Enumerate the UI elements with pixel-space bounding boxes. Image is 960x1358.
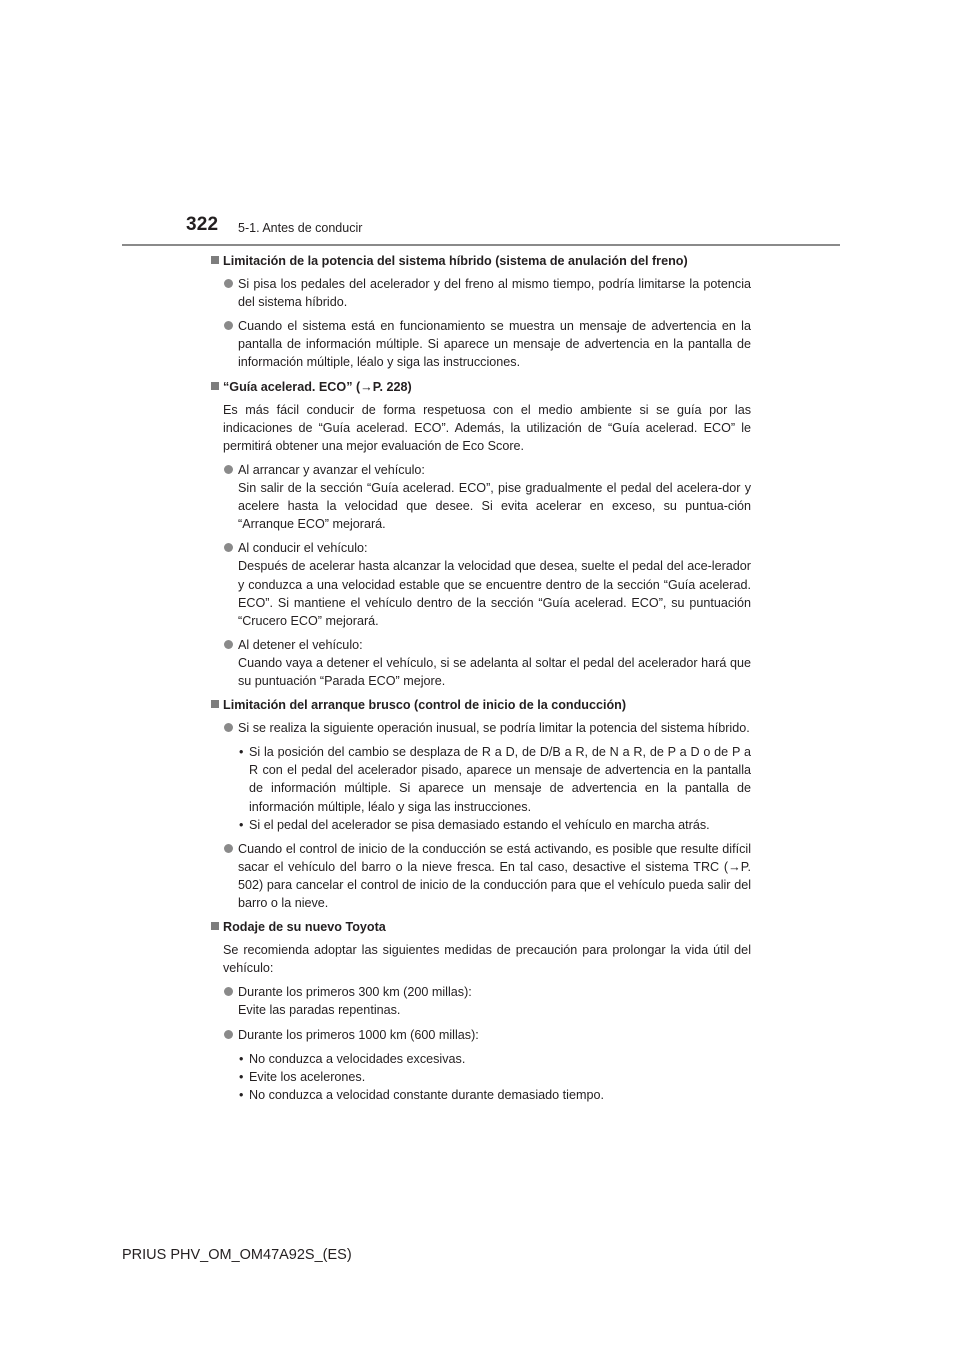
sub-list [211, 743, 751, 833]
bullet-text: Al detener el vehículo: [238, 637, 363, 652]
circle-bullet-icon [224, 543, 233, 552]
sub-list-item [211, 1068, 751, 1086]
square-bullet-icon [211, 700, 219, 708]
circle-bullet-icon [224, 279, 233, 288]
square-bullet-icon [211, 382, 219, 390]
section-intro: Se recomienda adoptar las siguientes medidas de precaución para prolongar la vida útil del vehículo: [223, 943, 751, 976]
square-bullet-icon [211, 256, 219, 264]
bullet-item [211, 983, 751, 1019]
sub-item-text: No conduzca a velocidades excesivas. [249, 1051, 466, 1066]
section-intro: Es más fácil conducir de forma respetuosa con el medio ambiente si se guía por las indicaciones de “Guía acelerad. ECO”. Además, la utilización de “Guía acelerad. ECO” le permitirá obtener una mejor evaluación de Eco Score. [223, 402, 751, 453]
section-title [211, 252, 751, 270]
section-heading: 5-1. Antes de conducir [238, 221, 363, 235]
bullet-text: Cuando el control de inicio de la conducción se está activando, es posible que resulte difícil sacar el vehículo del barro o la nieve fresca. En tal caso, desactive el sistema TRC (→P. 502) para cancelar el control de inicio de la conducción para que el vehículo pueda salir del barro o la nieve. [238, 841, 751, 910]
manual-content [211, 252, 751, 1110]
bullet-item [211, 840, 751, 912]
bullet-text: Si se realiza la siguiente operación inusual, se podría limitar la potencia del sistema híbrido. [238, 721, 750, 736]
bullet-item [211, 317, 751, 371]
manual-section [211, 696, 751, 912]
bullet-text: Si pisa los pedales del acelerador y del freno al mismo tiempo, podría limitarse la potencia del sistema híbrido. [238, 277, 751, 310]
dot-mark-icon: • [239, 1051, 244, 1066]
circle-bullet-icon [224, 640, 233, 649]
bullet-text: Evite las paradas repentinas. [238, 1003, 401, 1018]
sub-list-item [211, 743, 751, 815]
dot-mark-icon: • [239, 1087, 244, 1102]
bullet-text: Al conducir el vehículo: [238, 541, 368, 556]
bullet-text: Durante los primeros 300 km (200 millas): [238, 985, 472, 1000]
sub-item-text: Si la posición del cambio se desplaza de R a D, de D/B a R, de N a R, de P a D o de P a R con el pedal del acelerador pisado, aparece un mensaje de advertencia en la pantalla de información múltiple. Si aparece un mensaje de advertencia en la pantalla de información múltiple, léalo y siga las instrucciones. [249, 745, 751, 814]
header-divider [122, 244, 840, 246]
bullet-text: Al arrancar y avanzar el vehículo: [238, 462, 425, 477]
section-title-text: “Guía acelerad. ECO” (→P. 228) [223, 379, 412, 394]
bullet-text: Después de acelerar hasta alcanzar la velocidad que desea, suelte el pedal del ace-lerador y conduzca a una velocidad estable que se encuentre dentro de la sección “Guía acelerad. ECO”. Si mantiene el vehículo dentro de la sección “Guía acelerad. ECO”, su puntuación “Crucero ECO” mejorará. [238, 559, 751, 628]
section-title [211, 696, 751, 714]
bullet-item [211, 275, 751, 311]
dot-mark-icon: • [239, 817, 244, 832]
square-bullet-icon [211, 922, 219, 930]
dot-mark-icon: • [239, 1069, 244, 1084]
circle-bullet-icon [224, 465, 233, 474]
sub-item-text: No conduzca a velocidad constante durante demasiado tiempo. [249, 1087, 604, 1102]
sub-list-item [211, 1086, 751, 1104]
manual-section [211, 378, 751, 691]
sub-list [211, 1050, 751, 1104]
sub-item-text: Si el pedal del acelerador se pisa demasiado estando el vehículo en marcha atrás. [249, 817, 710, 832]
circle-bullet-icon [224, 844, 233, 853]
sub-list-item [211, 1050, 751, 1068]
circle-bullet-icon [224, 723, 233, 732]
dot-mark-icon: • [239, 745, 244, 760]
bullet-text: Durante los primeros 1000 km (600 millas): [238, 1027, 479, 1042]
sub-item-text: Evite los acelerones. [249, 1069, 366, 1084]
bullet-text: Cuando el sistema está en funcionamiento se muestra un mensaje de advertencia en la pantalla de información múltiple. Si aparece un mensaje de advertencia en la pantalla de información múltiple, léalo y siga las instrucciones. [238, 319, 751, 370]
section-title-text: Limitación de la potencia del sistema híbrido (sistema de anulación del freno) [223, 254, 688, 268]
document-code: PRIUS PHV_OM_OM47A92S_(ES) [122, 1247, 352, 1263]
bullet-item [211, 719, 751, 737]
circle-bullet-icon [224, 1030, 233, 1039]
bullet-text: Cuando vaya a detener el vehículo, si se adelanta al soltar el pedal del acelerador hará que su puntuación “Parada ECO” mejore. [238, 655, 751, 688]
section-title-text: Rodaje de su nuevo Toyota [223, 920, 386, 935]
bullet-text: Sin salir de la sección “Guía acelerad. ECO”, pise gradualmente el pedal del acelera-dor y acelere hasta la velocidad que desee. Si evita acelerar en exceso, su puntua-ción “Arranque ECO” mejorará. [238, 481, 751, 532]
sub-list-item [211, 816, 751, 834]
manual-section [211, 918, 751, 1104]
bullet-item [211, 461, 751, 533]
circle-bullet-icon [224, 987, 233, 996]
page-number: 322 [186, 214, 219, 235]
section-title-text: Limitación del arranque brusco (control de inicio de la conducción) [223, 698, 627, 713]
bullet-item [211, 636, 751, 690]
bullet-item [211, 539, 751, 629]
section-title [211, 378, 751, 396]
circle-bullet-icon [224, 321, 233, 330]
bullet-item [211, 1026, 751, 1044]
manual-section [211, 252, 751, 372]
section-title [211, 918, 751, 936]
